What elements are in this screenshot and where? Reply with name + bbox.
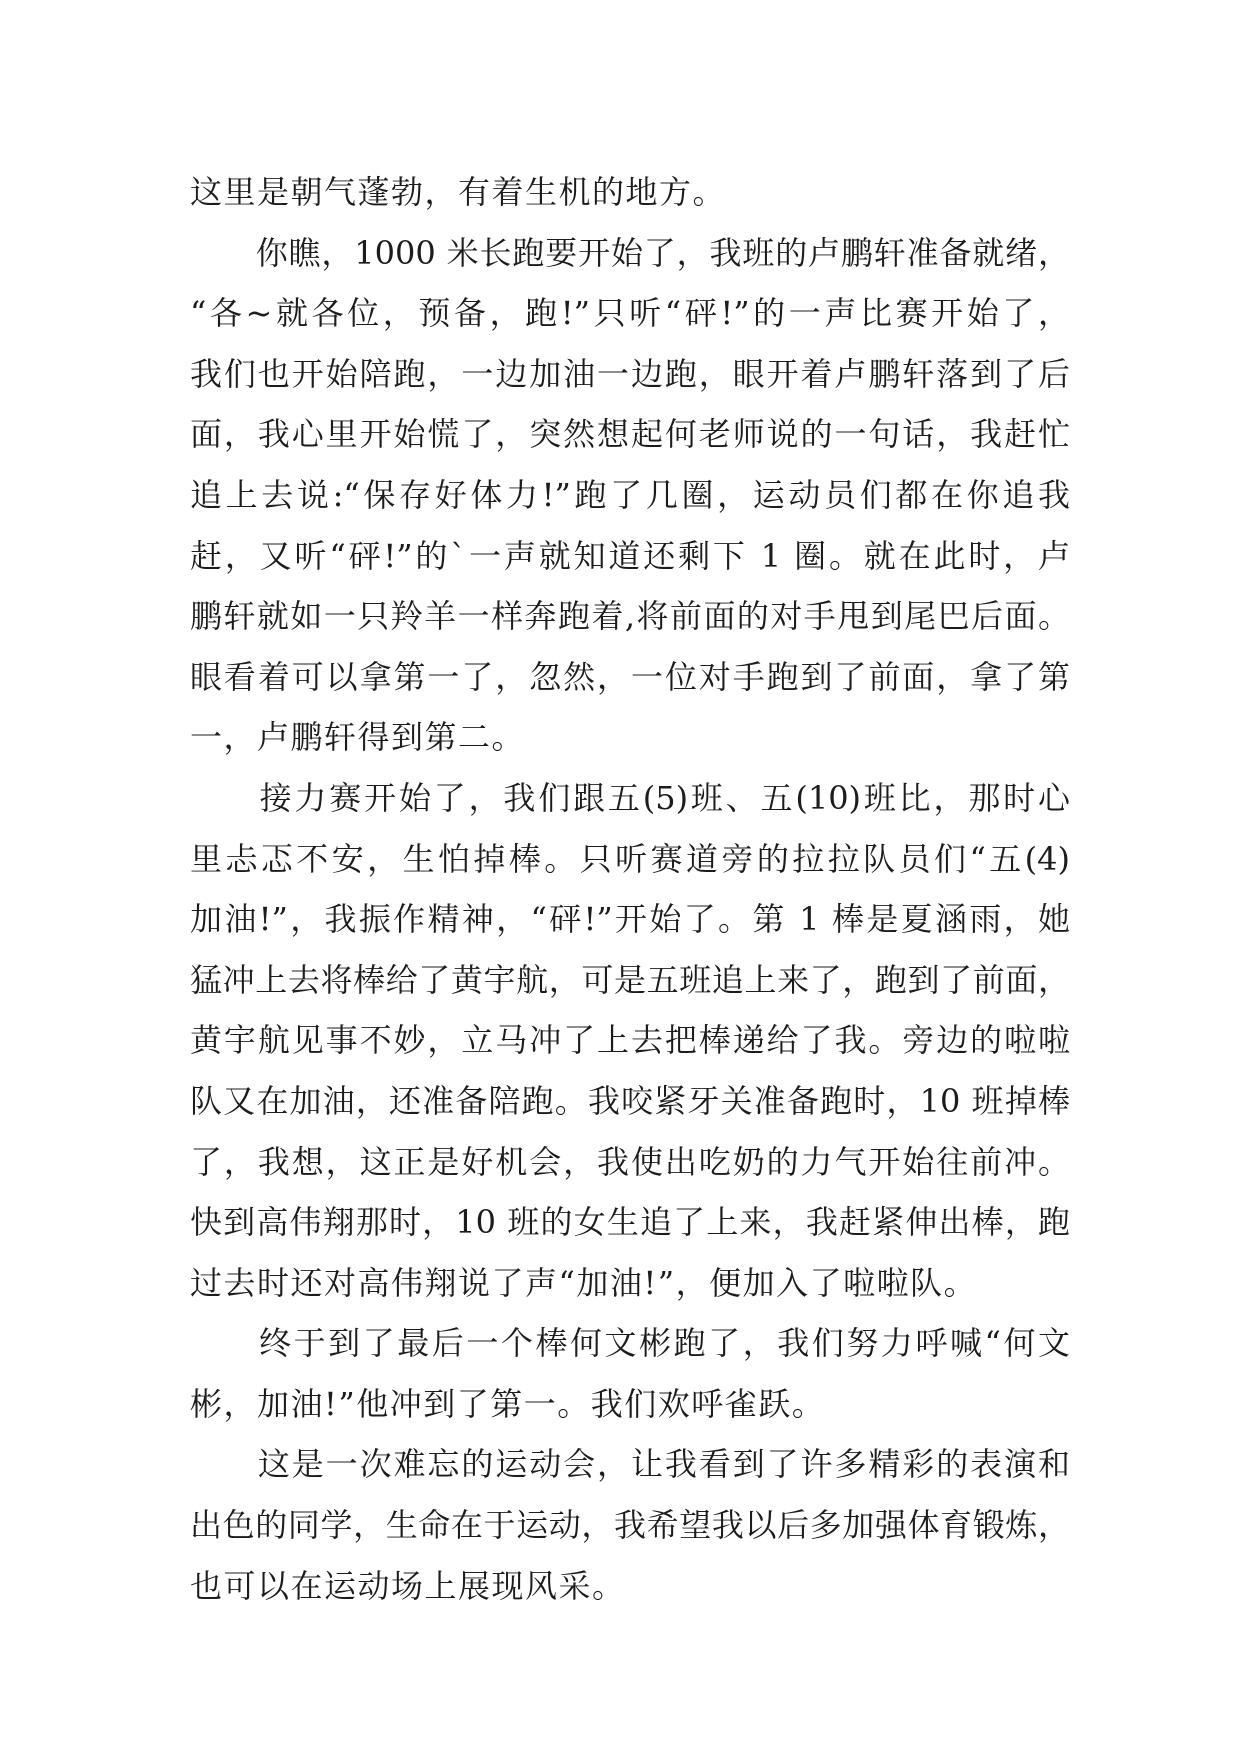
text-line: 你瞧，1000 米长跑要开始了，我班的卢鹏轩准备就绪， [190, 233, 1070, 272]
text-line: 接力赛开始了，我们跟五(5)班、五(10)班比，那时心 [190, 778, 1070, 817]
text-line: 赶，又听“砰!”的`一声就知道还剩下 1 圈。就在此时，卢 [190, 536, 1070, 575]
document-body [190, 162, 1070, 1616]
text-line: 这里是朝气蓬勃，有着生机的地方。 [190, 173, 727, 211]
text-line: 出色的同学，生命在于运动，我希望我以后多加强体育锻炼， [190, 1506, 1070, 1545]
text-line: 队又在加油，还准备陪跑。我咬紧牙关准备跑时，10 班掉棒 [190, 1081, 1070, 1120]
text-line: 这是一次难忘的运动会，让我看到了许多精彩的表演和 [190, 1445, 1070, 1484]
text-line: 快到高伟翔那时，10 班的女生追了上来，我赶紧伸出棒，跑 [190, 1203, 1070, 1242]
text-line: 过去时还对高伟翔说了声“加油!”，便加入了啦啦队。 [190, 1263, 978, 1302]
text-line: 加油!”，我振作精神，“砰!”开始了。第 1 棒是夏涵雨，她 [190, 900, 1070, 939]
text-line: 面，我心里开始慌了，突然想起何老师说的一句话，我赶忙 [190, 415, 1070, 454]
text-line: 彬，加油!”他冲到了第一。我们欢呼雀跃。 [190, 1384, 826, 1423]
text-line: 鹏轩就如一只羚羊一样奔跑着,将前面的对手甩到尾巴后面。 [190, 597, 1070, 636]
text-line: “各~就各位，预备，跑!”只听“砰!”的一声比赛开始了， [190, 294, 1070, 333]
text-line: 了，我想，这正是好机会，我使出吃奶的力气开始往前冲。 [190, 1142, 1070, 1181]
text-line: 追上去说:“保存好体力!”跑了几圈，运动员们都在你追我 [190, 475, 1070, 514]
text-line: 里忐忑不安，生怕掉棒。只听赛道旁的拉拉队员们“五(4) [190, 839, 1070, 878]
text-line: 我们也开始陪跑，一边加油一边跑，眼开着卢鹏轩落到了后 [190, 354, 1070, 393]
text-line: 猛冲上去将棒给了黄宇航，可是五班追上来了，跑到了前面， [190, 960, 1070, 999]
text-line: 一，卢鹏轩得到第二。 [190, 718, 526, 757]
text-line: 眼看着可以拿第一了，忽然，一位对手跑到了前面，拿了第 [190, 657, 1070, 696]
text-line: 也可以在运动场上展现风采。 [190, 1566, 626, 1605]
text-line: 终于到了最后一个棒何文彬跑了，我们努力呼喊“何文 [190, 1324, 1070, 1363]
text-line: 黄宇航见事不妙，立马冲了上去把棒递给了我。旁边的啦啦 [190, 1021, 1070, 1060]
